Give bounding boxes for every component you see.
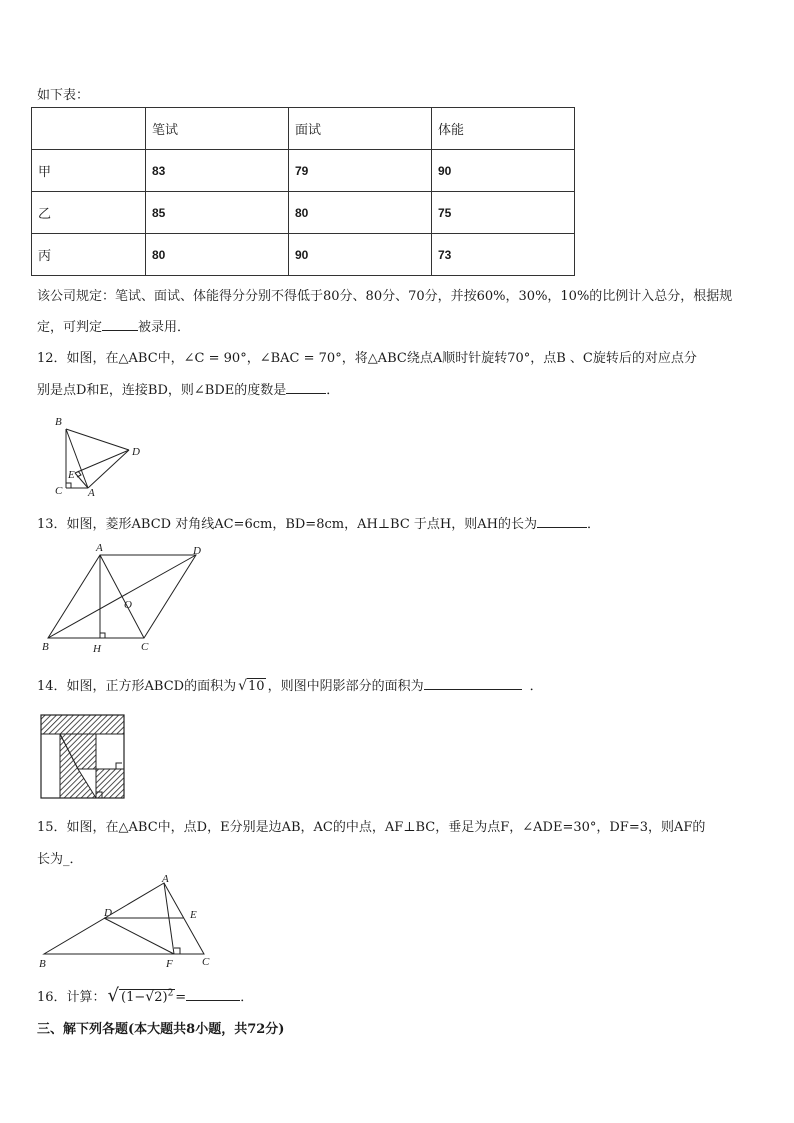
q15-label: A <box>162 873 169 885</box>
table-header-cell: 面试 <box>289 108 432 150</box>
q15-line-2: 长为_． <box>37 852 83 867</box>
rule-text-b: 被录用． <box>138 320 191 335</box>
q12-text-b: ． <box>326 383 340 398</box>
table-cell: 乙 <box>32 192 146 234</box>
table-header-cell: 笔试 <box>146 108 289 150</box>
inner-radical-icon: √ <box>145 989 155 1005</box>
answer-blank <box>424 689 522 690</box>
q12-text-a: 别是点D和E，连接BD，则∠BDE的度数是 <box>37 383 287 398</box>
q14-text-a: 14．如图，正方形ABCD的面积为 <box>37 679 237 694</box>
table-cell: 83 <box>146 150 289 192</box>
q16-exponent: 2 <box>167 988 174 999</box>
answer-blank <box>537 527 587 528</box>
sqrt-expression <box>238 678 265 694</box>
score-table <box>31 107 575 276</box>
q15-label: D <box>104 907 112 919</box>
q14-line <box>37 675 543 694</box>
q12-label: A <box>88 487 95 499</box>
q13-label: A <box>96 542 103 554</box>
q13-label: B <box>42 641 49 653</box>
q16-inner-radicand: 2 <box>154 990 163 1005</box>
q13-text-a: 13．如图，菱形ABCD 对角线AC=6cm，BD=8cm，AH⊥BC 于点H，则AH的长为 <box>37 517 537 532</box>
rule-text-a: 定，可判定 <box>37 320 103 335</box>
q16-line <box>37 985 253 1006</box>
q13-label: D <box>193 545 201 557</box>
q13-label: H <box>93 643 101 655</box>
q16-expression <box>108 985 176 1006</box>
table-cell: 85 <box>146 192 289 234</box>
table-row <box>32 234 575 276</box>
q15-label: F <box>166 958 173 970</box>
table-cell: 73 <box>432 234 575 276</box>
q15-label: C <box>202 956 210 968</box>
answer-blank <box>286 393 326 394</box>
answer-blank <box>186 1000 240 1001</box>
q13-label: C <box>141 641 149 653</box>
table-header-cell: 体能 <box>432 108 575 150</box>
table-header-row <box>32 108 575 150</box>
q14-text-c: ． <box>529 679 543 694</box>
answer-blank <box>102 330 138 331</box>
q16-prefix: 16．计算： <box>37 990 106 1005</box>
q12-line-1: 12．如图，在△ABC中，∠C = 90°，∠BAC = 70°，将△ABC绕点A顺时针旋转70°，点B 、C旋转后的对应点分 <box>37 351 697 366</box>
table-row <box>32 192 575 234</box>
q14-figure <box>40 714 126 800</box>
q12-figure <box>50 410 160 500</box>
q16-radicand: $(1-√2)^2$ <box>121 988 174 1005</box>
q16-one-minus: 1− <box>126 990 146 1005</box>
q15-label: E <box>190 909 197 921</box>
q15-label: B <box>39 958 46 970</box>
q13-line <box>37 513 600 532</box>
section-3-heading: 三、解下列各题(本大题共8小题，共72分) <box>37 1022 285 1037</box>
radical-sign-icon: √ <box>107 985 120 1006</box>
q16-equals: = <box>175 990 187 1005</box>
table-header-cell <box>32 108 146 150</box>
q13-label: O <box>124 599 132 611</box>
table-cell: 80 <box>289 192 432 234</box>
radical-sign-icon: √ <box>238 678 248 694</box>
table-cell: 甲 <box>32 150 146 192</box>
rule-line-1: 该公司规定：笔试、面试、体能得分分别不得低于80分、80分、70分，并按60%，30%，10%的比例计入总分，根据规 <box>37 289 733 304</box>
table-cell: 80 <box>146 234 289 276</box>
q13-figure <box>38 540 208 658</box>
q12-label: B <box>55 416 62 428</box>
q16-end: ． <box>240 990 254 1005</box>
intro-text: 如下表： <box>37 88 90 103</box>
q12-label: E <box>68 469 75 481</box>
q14-text-b: ，则图中阴影部分的面积为 <box>267 679 424 694</box>
rule-line-2 <box>37 316 190 335</box>
q12-label: D <box>132 446 140 458</box>
table-cell: 90 <box>289 234 432 276</box>
table-cell: 79 <box>289 150 432 192</box>
q15-figure <box>34 872 224 972</box>
table-row <box>32 150 575 192</box>
table-cell: 75 <box>432 192 575 234</box>
sqrt-radicand: 10 <box>248 679 265 694</box>
table-cell: 90 <box>432 150 575 192</box>
q15-line-1: 15．如图，在△ABC中，点D，E分别是边AB，AC的中点，AF⊥BC，垂足为点F，∠ADE=30°，DF=3，则AF的 <box>37 820 706 835</box>
q12-label: C <box>55 485 63 497</box>
q12-line-2 <box>37 379 339 398</box>
table-cell: 丙 <box>32 234 146 276</box>
q13-text-b: ． <box>586 517 600 532</box>
